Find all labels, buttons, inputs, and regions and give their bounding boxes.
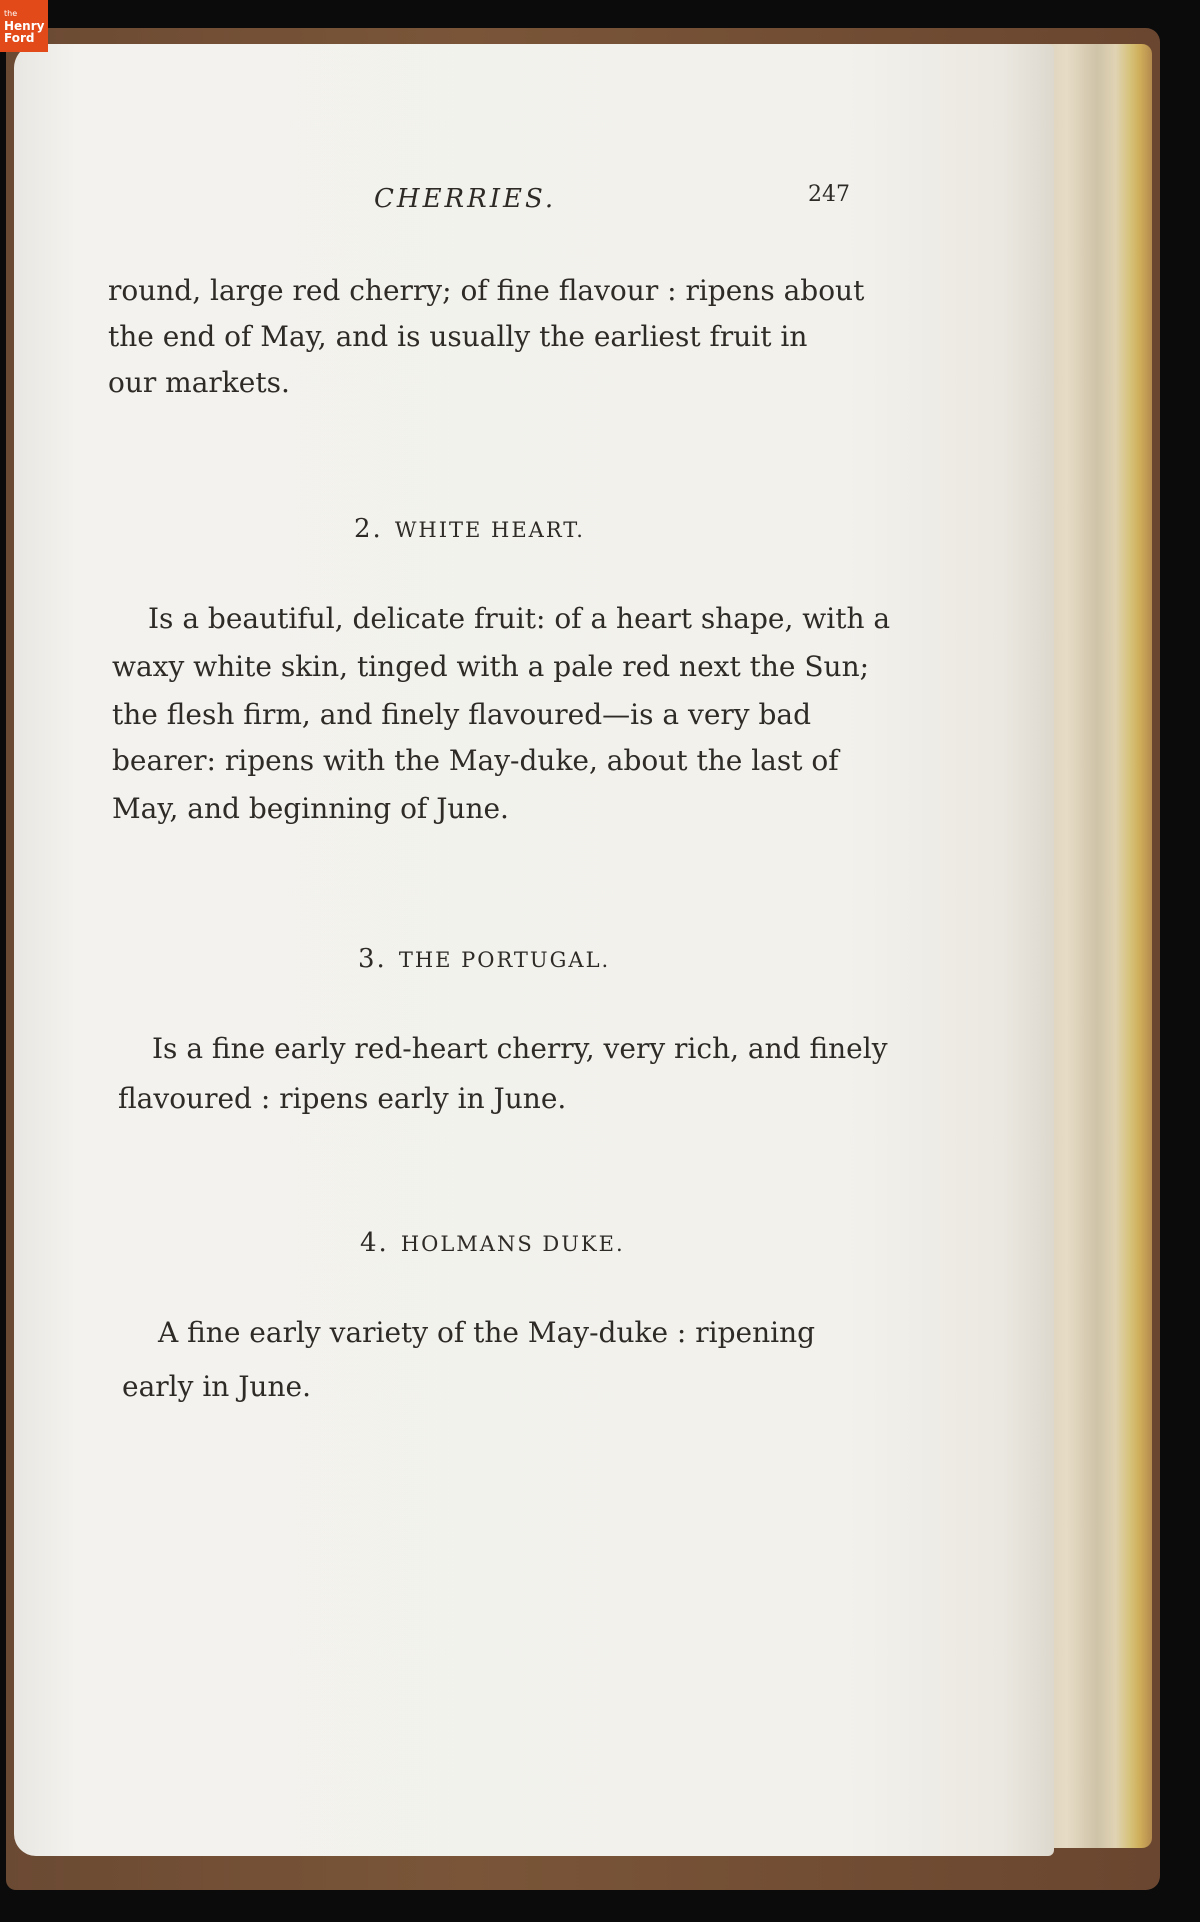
section-line: the flesh firm, and finely flavoured—is a very bad [112,698,812,731]
section-line: Is a beautiful, delicate fruit: of a heart shape, with a [148,602,891,635]
section-line: flavoured : ripens early in June. [118,1082,567,1115]
section-number: 4. [360,1228,389,1258]
section-line: A fine early variety of the May-duke : ripening [158,1316,816,1349]
page-number: 247 [808,182,850,207]
section-line: bearer: ripens with the May-duke, about the last of [112,744,839,777]
intro-line: the end of May, and is usually the earliest fruit in [108,320,808,353]
section-line: May, and beginning of June. [112,792,509,825]
intro-line: our markets. [108,366,290,399]
running-head: CHERRIES. [374,184,557,214]
section-heading [354,514,585,544]
section-line: early in June. [122,1370,311,1403]
section-line: waxy white skin, tinged with a pale red next the Sun; [112,650,870,683]
section-heading [358,944,610,974]
section-number: 2. [354,514,383,544]
section-heading [360,1228,625,1258]
section-line: Is a fine early red-heart cherry, very rich, and finely [152,1032,888,1065]
section-title: THE PORTUGAL. [398,948,611,972]
section-number: 3. [358,944,387,974]
henry-ford-logo: the Henry Ford [0,0,48,52]
intro-line: round, large red cherry; of fine flavour : ripens about [108,274,865,307]
section-title: WHITE HEART. [394,518,585,542]
section-title: HOLMANS DUKE. [400,1232,625,1256]
